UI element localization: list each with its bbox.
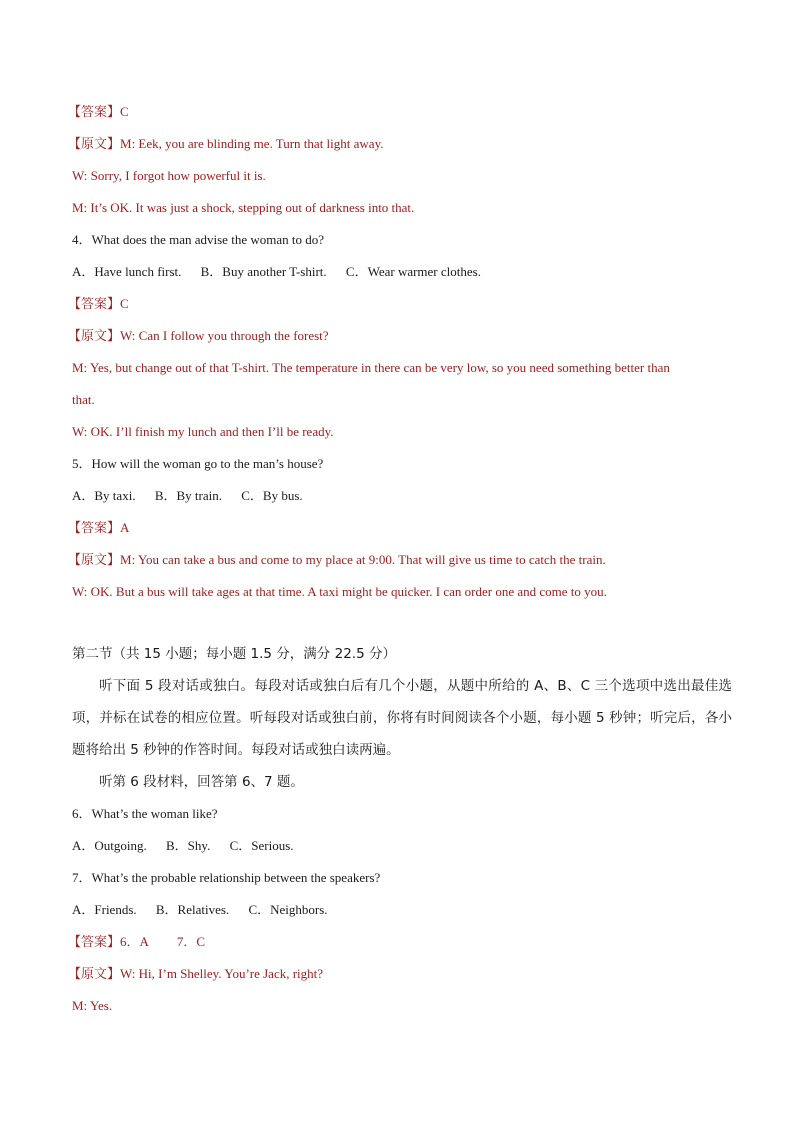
q4-transcript-line-3: that. [72, 392, 95, 407]
q5-transcript-line-2: W: OK. But a bus will take ages at that time. A taxi might be quicker. I can order one and come to you. [72, 584, 607, 599]
q6-option-a: A．Outgoing. [72, 838, 147, 853]
section2-material-note: 听第 6 段材料，回答第 6、7 题。 [99, 774, 304, 790]
transcript-tag: 【原文】 [68, 966, 121, 981]
q6-question: 6．What’s the woman like? [72, 806, 218, 821]
transcript-tag: 【原文】 [68, 552, 121, 567]
q4-option-b: B．Buy another T-shirt. [200, 264, 327, 279]
transcript-tag: 【原文】 [68, 136, 121, 151]
q4-transcript-line-1 [68, 320, 732, 352]
section-gap [72, 608, 732, 638]
q3-transcript-line-2: W: Sorry, I forgot how powerful it is. [72, 168, 266, 183]
answer-tag: 【答案】 [68, 934, 121, 949]
section2-heading: 第二节（共 15 小题；每小题 1.5 分，满分 22.5 分） [72, 646, 396, 662]
q7-option-c: C．Neighbors. [248, 902, 328, 917]
q7-answer: 7．C [176, 934, 206, 949]
q3-transcript-line-1 [68, 128, 732, 160]
q4-option-c: C．Wear warmer clothes. [345, 264, 481, 279]
section2-instructions: 听下面 5 段对话或独白。每段对话或独白后有几个小题，从题中所给的 A、B、C 三个选项中选出最佳选项，并标在试卷的相应位置。听每段对话或独白前，你将有时间阅读各个小题，每小题 5 秒钟；听完后，各小题将给出 5 秒钟的作答时间。每段对话或独白读两遍。 [72, 678, 732, 758]
q5-option-a: A．By taxi. [72, 488, 136, 503]
q5-options [72, 480, 732, 512]
q5-answer: A [120, 520, 130, 535]
q7-option-a: A．Friends. [72, 902, 137, 917]
q3-answer-line [68, 96, 732, 128]
q6-options [72, 830, 732, 862]
q4-answer-line [68, 288, 732, 320]
q67-transcript-text: W: Hi, I’m Shelley. You’re Jack, right? [120, 966, 324, 981]
q5-transcript-text: M: You can take a bus and come to my place at 9:00. That will give us time to catch the train. [120, 552, 606, 567]
q5-option-b: B．By train. [154, 488, 222, 503]
q67-transcript-line-2: M: Yes. [72, 998, 113, 1013]
q3-answer: C [120, 104, 129, 119]
q67-transcript-line-1 [68, 958, 732, 990]
q4-transcript-line-4: W: OK. I’ll finish my lunch and then I’ll be ready. [72, 424, 334, 439]
answer-tag: 【答案】 [68, 296, 121, 311]
answer-tag: 【答案】 [68, 104, 121, 119]
q7-option-b: B．Relatives. [155, 902, 230, 917]
q67-answer-line [68, 926, 732, 958]
q5-option-c: C．By bus. [241, 488, 303, 503]
document-page [68, 96, 732, 1022]
q4-transcript-text: W: Can I follow you through the forest? [120, 328, 329, 343]
q3-transcript-line-3: M: It’s OK. It was just a shock, stepping out of darkness into that. [72, 200, 415, 215]
transcript-tag: 【原文】 [68, 328, 121, 343]
q5-question: 5．How will the woman go to the man’s house? [72, 456, 324, 471]
answer-tag: 【答案】 [68, 520, 121, 535]
q7-options [72, 894, 732, 926]
q5-answer-line [68, 512, 732, 544]
q6-answer: 6．A [120, 934, 149, 949]
q3-transcript-text: M: Eek, you are blinding me. Turn that light away. [120, 136, 384, 151]
q5-transcript-line-1 [68, 544, 732, 576]
q4-transcript-line-2: M: Yes, but change out of that T-shirt. The temperature in there can be very low, so you need something better than [72, 360, 670, 375]
q6-option-c: C．Serious. [229, 838, 294, 853]
q4-options [72, 256, 732, 288]
q4-option-a: A．Have lunch first. [72, 264, 182, 279]
q7-question: 7．What’s the probable relationship between the speakers? [72, 870, 381, 885]
q6-option-b: B．Shy. [166, 838, 211, 853]
q4-answer: C [120, 296, 129, 311]
q4-question: 4．What does the man advise the woman to do? [72, 232, 324, 247]
